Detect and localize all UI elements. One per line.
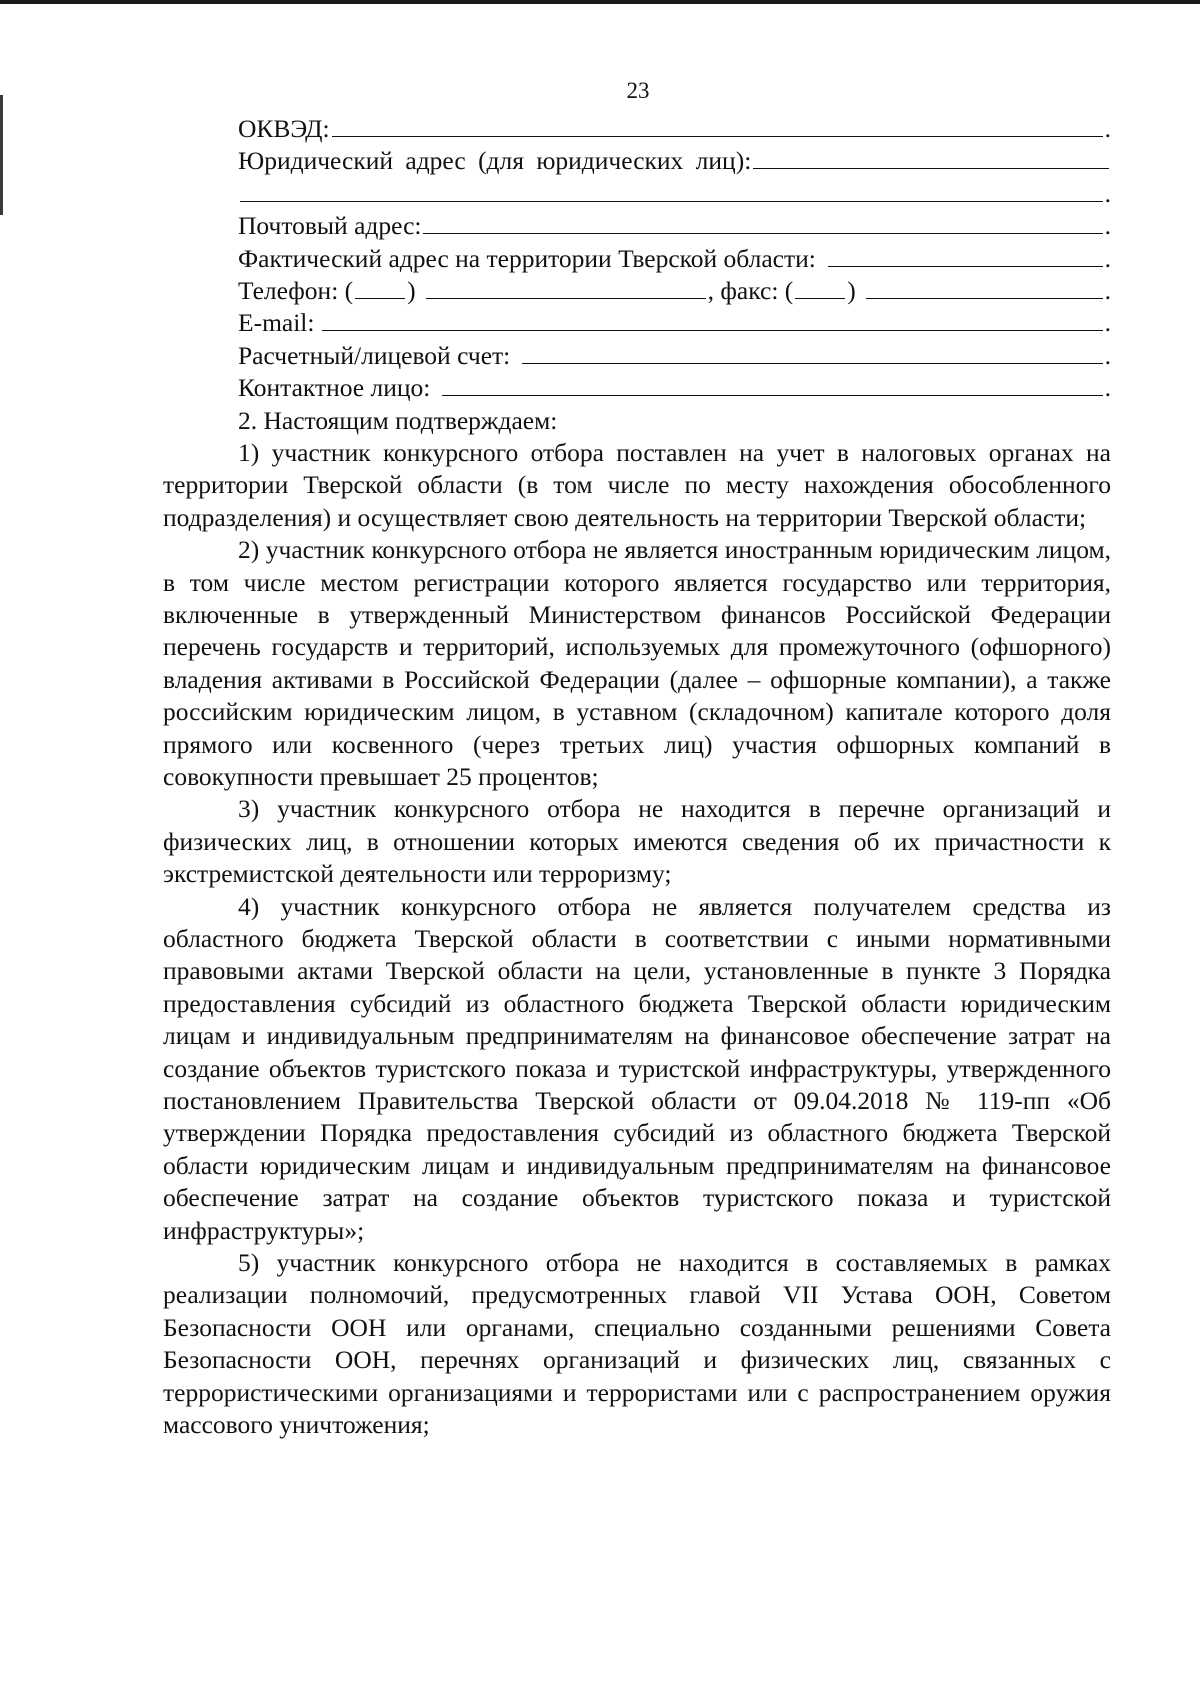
confirm-heading: 2. Настоящим подтверждаем:	[238, 405, 558, 435]
fax-number-blank[interactable]	[866, 276, 1103, 299]
scan-top-edge	[0, 0, 1200, 4]
account-period: .	[1104, 340, 1111, 370]
phone-fax-field	[163, 275, 1111, 307]
postal-address-blank[interactable]	[423, 211, 1102, 234]
legal-address-blank[interactable]	[753, 146, 1109, 169]
contact-label: Контактное лицо:	[238, 373, 431, 403]
page-number: 23	[626, 78, 650, 103]
email-field	[163, 307, 1111, 339]
actual-address-blank[interactable]	[828, 244, 1103, 267]
contact-blank[interactable]	[442, 373, 1102, 396]
confirm-item-5: 5) участник конкурсного отбора не находится в составляемых в рамках реализации полномочий, предусмотренных главой VII Устава ООН, Советом Безопасности ООН или органами, специально созданными решениями Совета Безопасности ООН, перечнях организаций и физических лиц, связанных с террористическими организациями и террористами или с распространением оружия массового уничтожения;	[163, 1248, 1111, 1440]
fax-code-blank[interactable]	[795, 276, 845, 299]
legal-address-continuation	[163, 178, 1111, 210]
email-blank[interactable]	[322, 308, 1102, 331]
actual-address-period: .	[1104, 243, 1111, 273]
phone-label: Телефон: (	[238, 275, 354, 305]
okved-field	[163, 113, 1111, 145]
confirm-item-1: 1) участник конкурсного отбора поставлен на учет в налоговых органах на территории Тверской области (в том числе по месту нахождения обособленного подразделения) и осуществляет свою деятельность на территории Тверской области;	[163, 437, 1111, 532]
fax-close: )	[847, 275, 856, 305]
confirm-item-4: 4) участник конкурсного отбора не является получателем средства из областного бюджета Тверской области в соответствии с иными нормативными правовыми актами Тверской области на цели, установленные в пункте 3 Порядка предоставления субсидий из областного бюджета Тверской области юридическим лицам и индивидуальным предпринимателям на финансовое обеспечение затрат на создание объектов туристского показа и туристской инфраструктуры, утвержденного постановлением Правительства Тверской области от 09.04.2018 № 119-пп «Об утверждении Порядка предоставления субсидий из областного бюджета Тверской области юридическим лицам и индивидуальным предпринимателям на финансовое обеспечение затрат на создание объектов туристского показа и туристской инфраструктуры»;	[163, 891, 1111, 1245]
okved-blank[interactable]	[332, 114, 1103, 137]
postal-address-label: Почтовый адрес:	[238, 211, 422, 241]
account-field	[163, 340, 1111, 372]
okved-label: ОКВЭД:	[238, 114, 330, 143]
legal-address-field	[163, 145, 1111, 177]
actual-address-field	[163, 243, 1111, 275]
contact-field	[163, 372, 1111, 404]
postal-address-field	[163, 210, 1111, 242]
account-label: Расчетный/лицевой счет:	[238, 340, 511, 370]
postal-address-period: .	[1104, 211, 1111, 241]
okved-period: .	[1104, 114, 1111, 143]
contact-period: .	[1104, 373, 1111, 403]
fax-label: , факс: (	[707, 275, 794, 305]
actual-address-label: Фактический адрес на территории Тверской области:	[238, 243, 816, 273]
legal-address-period: .	[1104, 178, 1111, 208]
confirm-item-2: 2) участник конкурсного отбора не является иностранным юридическим лицом, в том числе местом регистрации которого является государство или территория, включенные в утвержденный Министерством финансов Российской Федерации перечень государств и территорий, используемых для промежуточного (офшорного) владения активами в Российской Федерации (далее – офшорные компании), а также российским юридическим лицом, в уставном (складочном) капитале которого доля прямого или косвенного (через третьих лиц) участия офшорных компаний в совокупности превышает 25 процентов;	[163, 535, 1111, 791]
document-body	[163, 113, 1111, 1442]
phone-number-blank[interactable]	[426, 276, 706, 299]
phone-fax-period: .	[1104, 275, 1111, 305]
email-period: .	[1104, 308, 1111, 338]
scan-left-edge	[0, 95, 3, 215]
account-blank[interactable]	[522, 341, 1102, 364]
legal-address-label: Юридический адрес (для юридических лиц):	[238, 146, 752, 176]
email-label: E-mail:	[238, 308, 315, 338]
phone-code-blank[interactable]	[355, 276, 405, 299]
phone-close: )	[407, 275, 416, 305]
confirm-item-3: 3) участник конкурсного отбора не находится в перечне организаций и физических лиц, в отношении которых имеются сведения об их причастности к экстремистской деятельности или терроризму;	[163, 794, 1111, 889]
legal-address-blank-2[interactable]	[240, 179, 1103, 202]
